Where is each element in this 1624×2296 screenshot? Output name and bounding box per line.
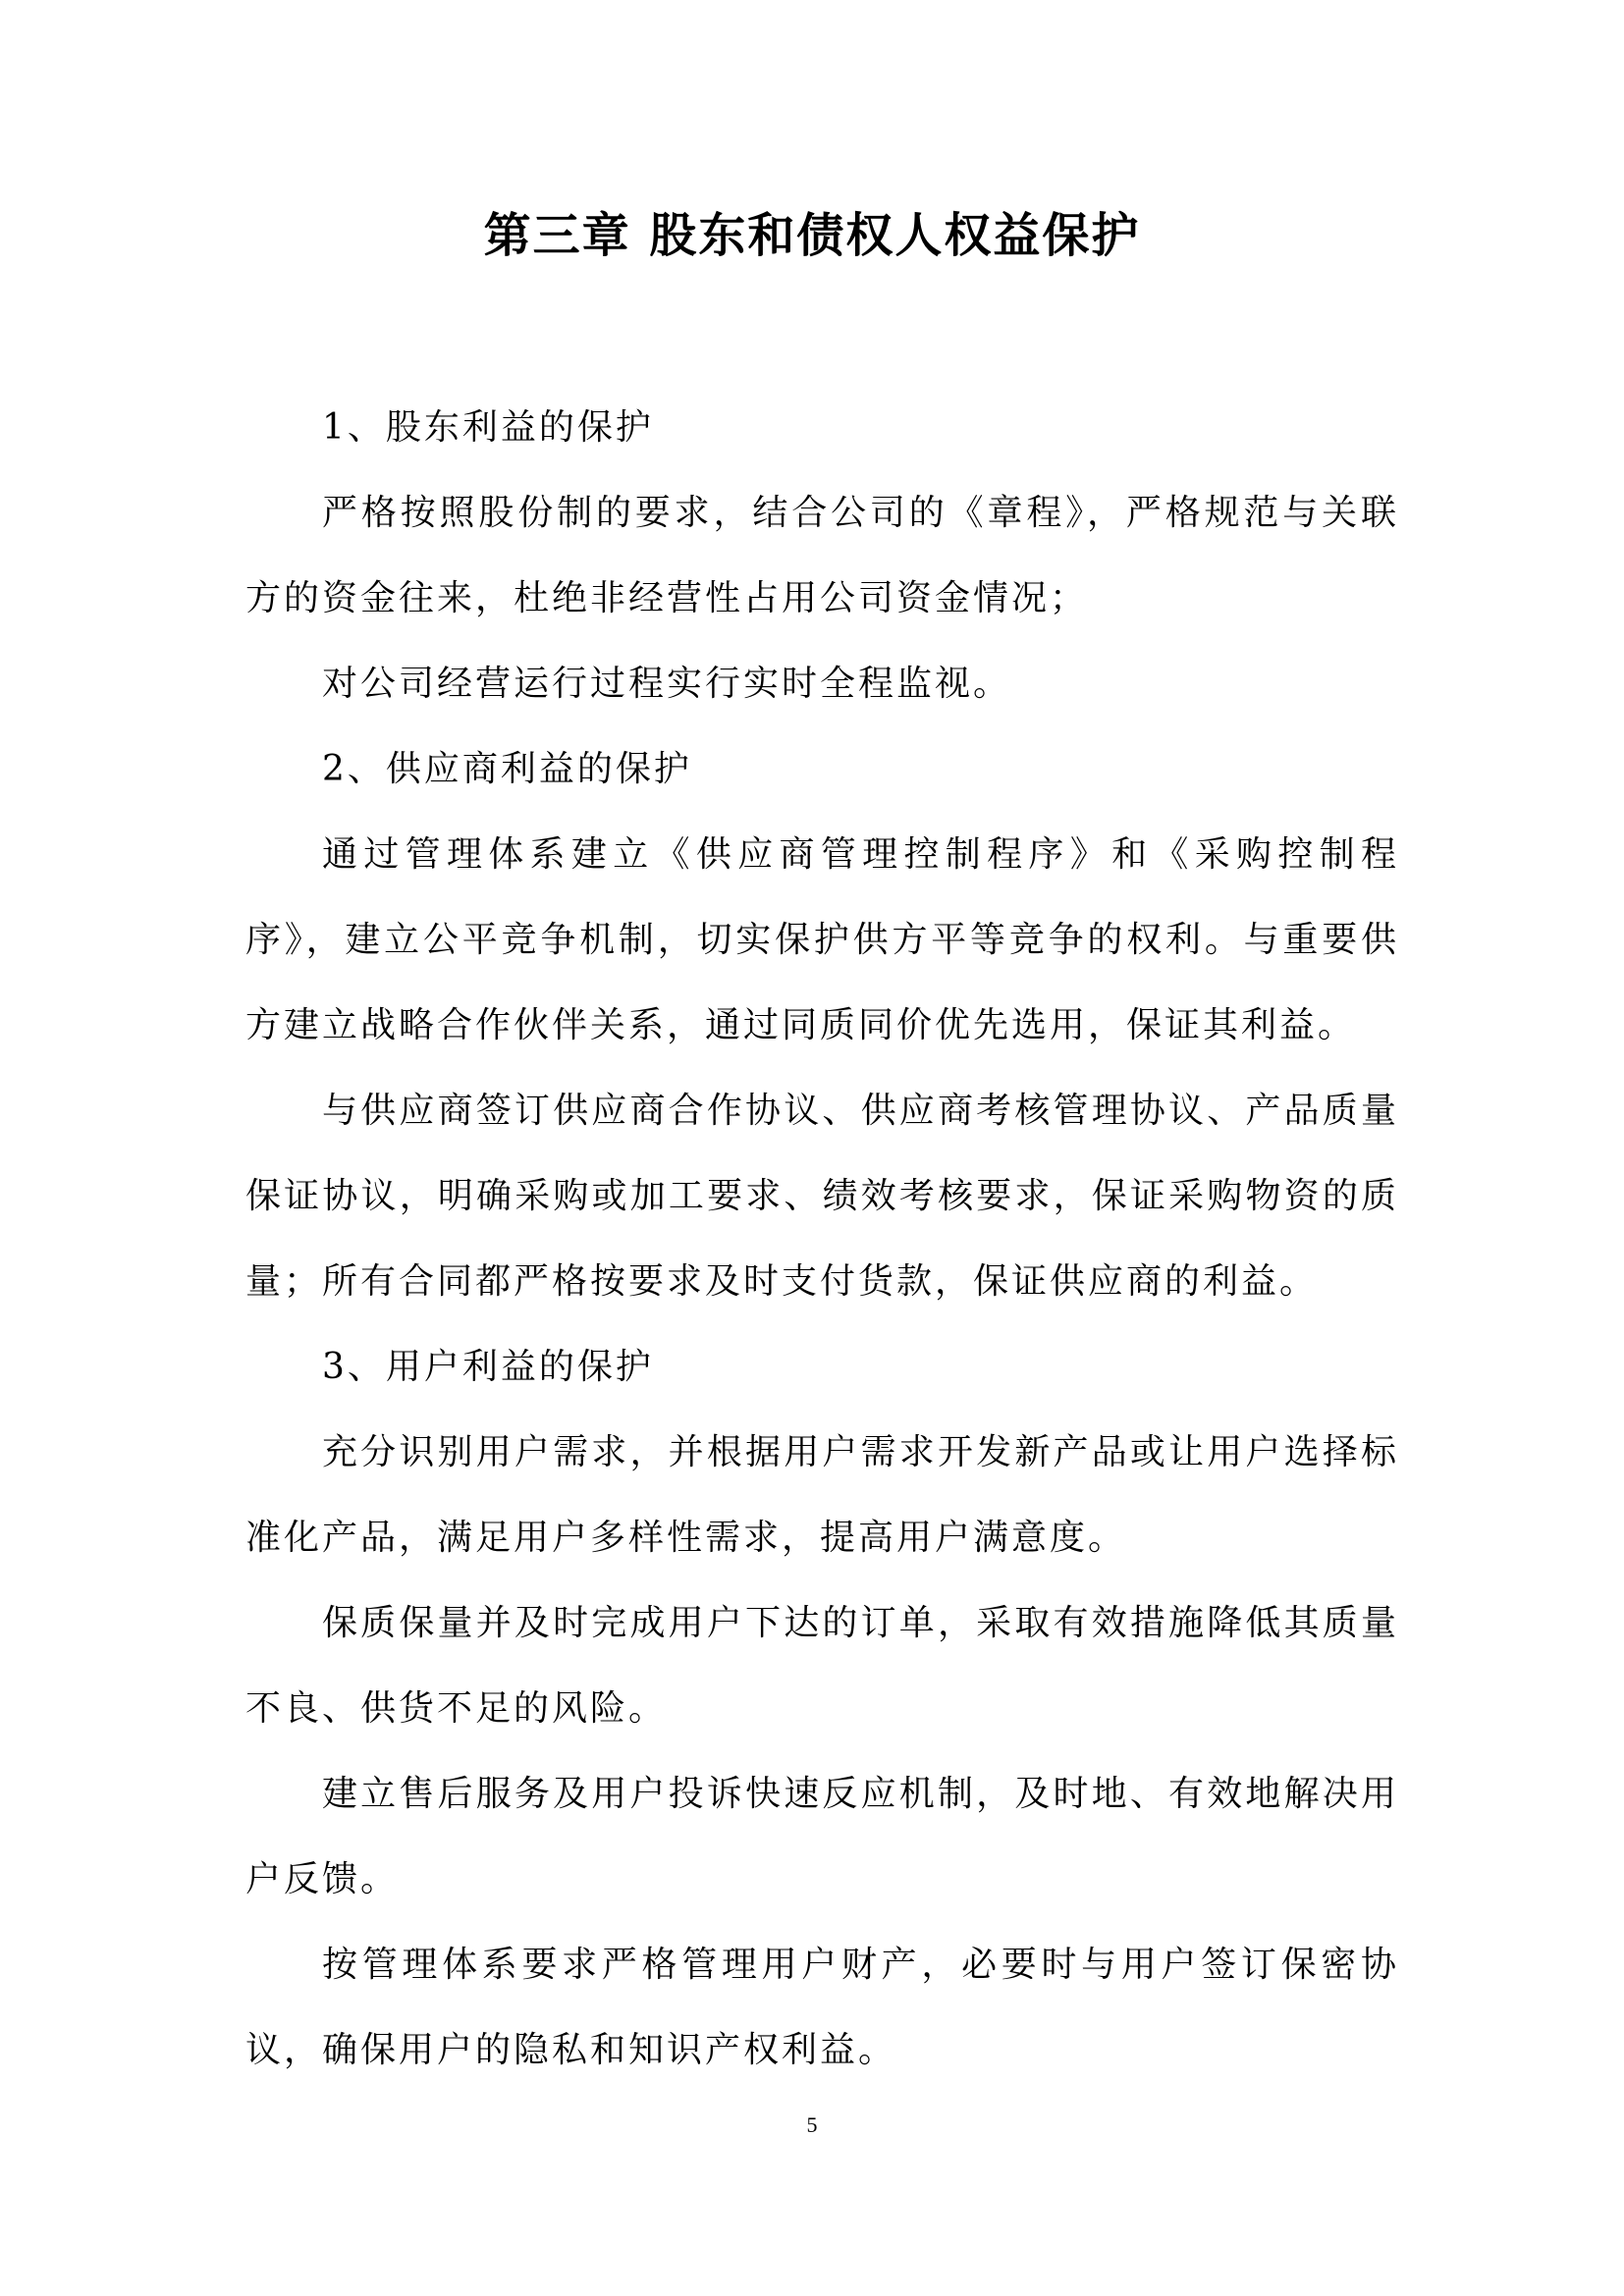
section-shareholder-interests bbox=[245, 385, 1399, 726]
paragraph: 充分识别用户需求，并根据用户需求开发新产品或让用户选择标准化产品，满足用户多样性需求，提高用户满意度。 bbox=[245, 1432, 1399, 1558]
page-number: 5 bbox=[806, 2112, 818, 2137]
chapter-title: 第三章 股东和债权人权益保护 bbox=[483, 208, 1141, 263]
paragraph: 通过管理体系建立《供应商管理控制程序》和《采购控制程序》，建立公平竞争机制，切实保护供方平等竞争的权利。与重要供方建立战略合作伙伴关系，通过同质同价优先选用，保证其利益。 bbox=[245, 834, 1399, 1045]
document-body bbox=[245, 385, 1399, 2093]
paragraph: 对公司经营运行过程实行实时全程监视。 bbox=[322, 664, 1012, 704]
paragraph: 保质保量并及时完成用户下达的订单，采取有效措施降低其质量不良、供货不足的风险。 bbox=[245, 1603, 1399, 1729]
section-customer-interests bbox=[245, 1324, 1399, 2093]
paragraph: 建立售后服务及用户投诉快速反应机制，及时地、有效地解决用户反馈。 bbox=[245, 1774, 1399, 1899]
paragraph: 与供应商签订供应商合作协议、供应商考核管理协议、产品质量保证协议，明确采购或加工要求、绩效考核要求，保证采购物资的质量；所有合同都严格按要求及时支付货款，保证供应商的利益。 bbox=[245, 1091, 1399, 1302]
paragraph: 严格按照股份制的要求，结合公司的《章程》，严格规范与关联方的资金往来，杜绝非经营性占用公司资金情况； bbox=[245, 493, 1399, 618]
section-supplier-interests bbox=[245, 726, 1399, 1324]
section-heading: 1、股东利益的保护 bbox=[322, 407, 654, 448]
paragraph: 按管理体系要求严格管理用户财产，必要时与用户签订保密协议，确保用户的隐私和知识产权利益。 bbox=[245, 1945, 1399, 2070]
section-heading: 3、用户利益的保护 bbox=[322, 1347, 654, 1387]
section-heading: 2、供应商利益的保护 bbox=[322, 749, 692, 789]
